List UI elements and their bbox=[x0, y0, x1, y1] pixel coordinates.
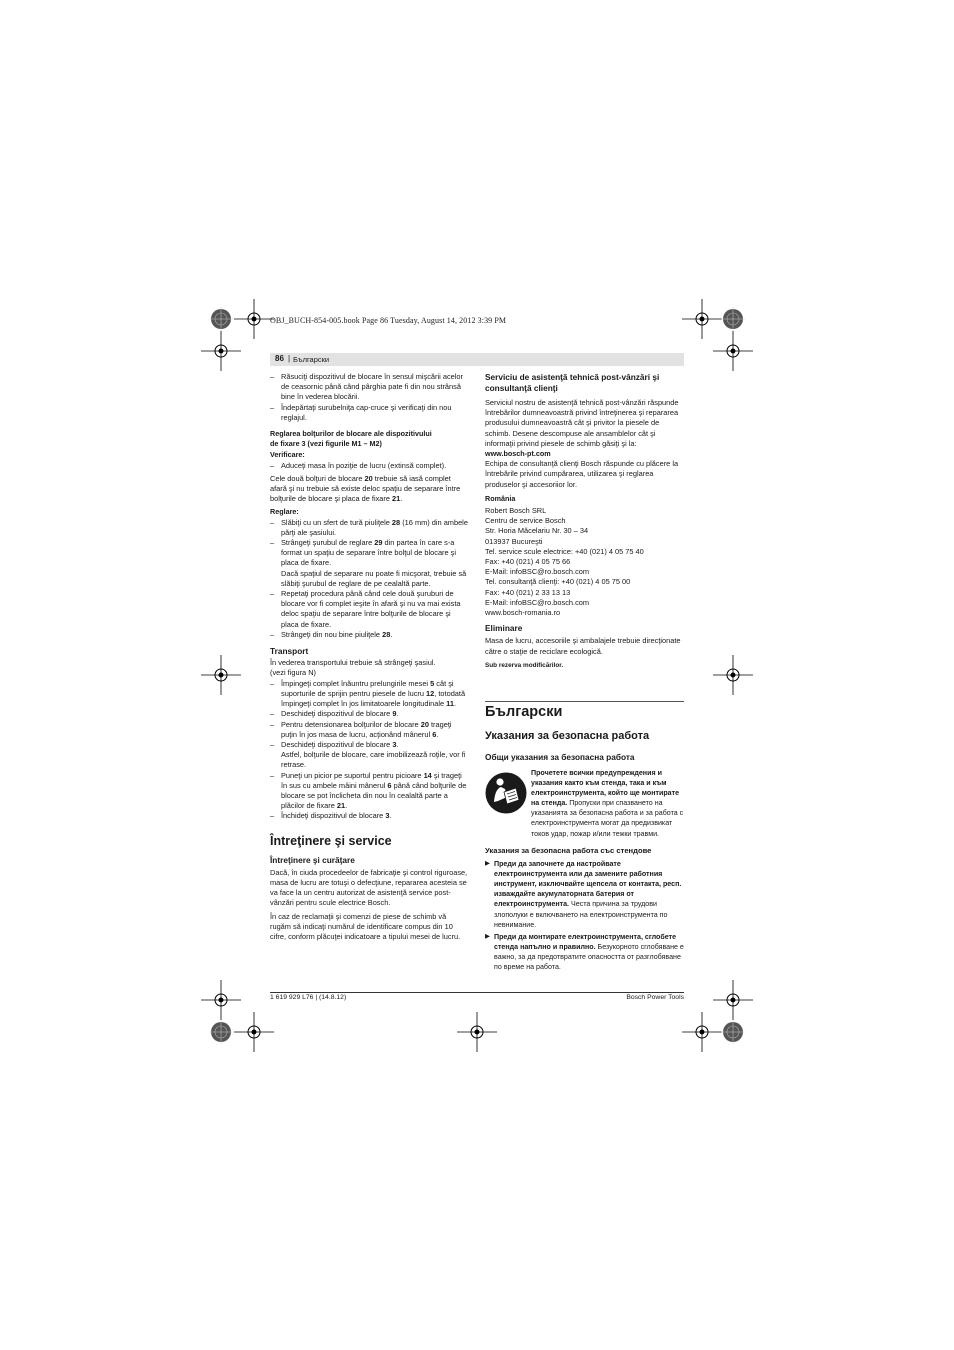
country-label: România bbox=[485, 493, 516, 503]
crosshair-mark-icon bbox=[201, 655, 241, 695]
verify-label: Verificare: bbox=[270, 450, 305, 460]
list-item: – Repetaţi procedura până când cele două şuruburi de blocare vor fi complet ieşite în afară şi nu va mai exista deloc spaţiu de separare între bolţurile de blocare şi placa de fixare. bbox=[270, 589, 461, 629]
footer-brand: Bosch Power Tools bbox=[626, 994, 684, 1001]
address-line: Fax: +40 (021) 4 05 75 66 bbox=[485, 557, 571, 567]
list-item: – Strângeţi şurubul de reglare 29 din partea în care s-a format un spaţiu de separare între bolţul de blocare şi placa de fixare. Dacă spaţiul de separare nu poate fi micşorat, trebuie să slăbiţi şurubul de reglare de pe cealaltă parte. bbox=[270, 538, 467, 588]
crosshair-mark-icon bbox=[457, 1012, 497, 1052]
right-column bbox=[485, 372, 684, 671]
page-number: 86 bbox=[275, 354, 284, 363]
header-separator: | bbox=[288, 354, 291, 363]
reglare-label: Reglare: bbox=[270, 507, 299, 517]
list-item: – Îndepărtaţi surubelniţa cap-cruce şi verificaţi din nou reglajul. bbox=[270, 402, 452, 422]
section-divider bbox=[485, 701, 684, 702]
crosshair-mark-icon bbox=[713, 655, 753, 695]
paragraph: Serviciul nostru de asistenţă tehnică post-vânzări răspunde întrebărilor dumneavoastră privind întreţinerea şi repararea produsului dumneavoastră cât şi privitor la piesele de schimb. Desene descompuse ale ansamblelor cât şi informaţii privind piesele de schimb găsiţi şi la: bbox=[485, 398, 679, 448]
chapter-title: Întreţinere şi service bbox=[270, 833, 392, 848]
list-item: ▶ Преди да монтирате електроинструмента, сглобете стенда напълно и правилно. Безукорното сглобяване е важно, за да предотвратите опасността от разглобяване по време на работа. bbox=[485, 932, 684, 972]
paragraph: În vederea transportului trebuie să strângeţi şasiul. bbox=[270, 658, 436, 668]
address-line: Fax: +40 (021) 2 33 13 13 bbox=[485, 587, 571, 597]
reserve-note: Sub rezerva modificărilor. bbox=[485, 661, 564, 669]
stand-safety bbox=[485, 846, 684, 972]
section-title: Serviciu de asistenţă tehnică post-vânzări şi consultanţă clienţi bbox=[485, 372, 660, 393]
general-warning bbox=[531, 768, 684, 839]
footer-rule bbox=[270, 992, 684, 993]
read-manual-icon bbox=[485, 772, 527, 814]
address-line: www.bosch-romania.ro bbox=[485, 608, 561, 618]
section-title: Eliminare bbox=[485, 623, 523, 634]
list-item: – Împingeţi complet înăuntru prelungirile mesei 5 cât şi suporturile de sprijin pentru piesele de lucru 12, totodată împingeţi complet în jos limitatoarele longitudinale 11. bbox=[270, 678, 466, 709]
section-subtitle: Reglarea bolţurilor de blocare ale dispozitivului bbox=[270, 429, 432, 439]
crosshair-mark-icon bbox=[234, 1012, 274, 1052]
chapter-title: Български bbox=[485, 704, 563, 720]
address-line: Str. Horia Măcelariu Nr. 30 – 34 bbox=[485, 526, 589, 536]
list-item: – Închideţi dispozitivul de blocare 3. bbox=[270, 811, 392, 821]
list-item: – Slăbiţi cu un sfert de tură piuliţele 28 (16 mm) din ambele părţi ale şasiului. bbox=[270, 517, 468, 537]
address-line: 013937 Bucureşti bbox=[485, 536, 543, 546]
address-line: Robert Bosch SRL bbox=[485, 506, 547, 516]
list-item: – Răsuciţi dispozitivul de blocare în sensul mişcării acelor de ceasornic până când pârghia pate fi din nou strânsă bine în vederea blocării. bbox=[270, 372, 463, 402]
section-subtitle: Общи указания за безопасна работа bbox=[485, 752, 635, 762]
address-line: Centru de service Bosch bbox=[485, 516, 566, 526]
registration-mark-icon bbox=[713, 1012, 753, 1052]
section-title: Întreţinere şi curăţare bbox=[270, 854, 355, 865]
service-url: www.bosch-pt.com bbox=[485, 449, 551, 459]
paragraph: Masa de lucru, accesoriile şi ambalajele trebuie direcţionate către o staţie de reciclare ecologică. bbox=[485, 636, 681, 656]
section-subtitle: de fixare 3 (vezi figurile M1 – M2) bbox=[270, 439, 382, 449]
address-line: Tel. service scule electrice: +40 (021) 4 05 75 40 bbox=[485, 546, 644, 556]
bulgarian-section bbox=[485, 703, 684, 762]
header-language: Български bbox=[293, 355, 330, 364]
list-item: – Puneţi un picior pe suportul pentru picioare 14 şi trageţi în sus cu ambele mâini mânerul 6 până când bolţurile de blocare se pot înclicheta din nou în cealaltă parte a plăcilor de fixare 21. bbox=[270, 770, 467, 811]
section-subtitle: Указания за безопасна работа със стендове bbox=[485, 846, 652, 855]
paragraph: Echipa de consultanţă clienţi Bosch răspunde cu plăcere la întrebările privind cumpărarea, utilizarea şi reglarea produselor şi accesoriior lor. bbox=[485, 459, 679, 489]
paragraph: În caz de reclamaţii şi comenzi de piese de schimb vă rugăm să indicaţi numărul de identificare compus din 10 cifre, conform plăcuţei indicatoare a tipului mesei de lucru. bbox=[270, 911, 461, 941]
list-item: – Deschideţi dispozitivul de blocare 3. Astfel, bolţurile de blocare, care imobilizează roţile, vor fi retrase. bbox=[270, 739, 466, 770]
section-title: Transport bbox=[270, 646, 309, 657]
paragraph: Dacă, în ciuda procedeelor de fabricaţie şi control riguroase, masa de lucru are totuşi o defecţiune, repararea acesteia se va face la un centru autorizat de asistenţă service post-vânzări pentru scule electrice Bosch. bbox=[270, 867, 468, 908]
address-line: E-Mail: infoBSC@ro.bosch.com bbox=[485, 597, 590, 607]
list-item: – Deschideţi dispozitivul de blocare 9. bbox=[270, 709, 399, 719]
list-item: ▶ Преди да започнете да настройвате електроинструмента или да замените работния инструмент, изключвайте щепсела от контакта, респ. изваждайте акумулаторната батерия от електроинструмента. Честа причина за трудови злополуки е включването на електроинструмента по невнимание. bbox=[485, 860, 682, 929]
crosshair-mark-icon bbox=[201, 331, 241, 371]
list-item: – Strângeţi din nou bine piuliţele 28. bbox=[270, 629, 393, 639]
print-slug: OBJ_BUCH-854-005.book Page 86 Tuesday, August 14, 2012 3:39 PM bbox=[270, 316, 507, 325]
list-item: – Pentru detensionarea bolţurilor de blocare 20 trageţi puţin în jos masa de lucru, acţionând mânerul 6. bbox=[270, 719, 452, 739]
paragraph: Cele două bolţuri de blocare 20 trebuie să iasă complet afară şi nu trebuie să existe deloc spaţiu de separare între bolţurile de blocare şi placa de fixare 21. bbox=[270, 473, 461, 504]
paragraph: (vezi figura N) bbox=[270, 668, 316, 678]
warning-paragraph: Прочетете всички предупреждения и указания както към стенда, така и към електроинструмента, който ще монтирате на стенда. Пропуски при спазването на указанията за безопасна работа и за работа с електроинструмента могат да предизвикат токов удар, пожар и/или тежки травми. bbox=[531, 769, 684, 838]
crosshair-mark-icon bbox=[713, 331, 753, 371]
page-header-bar bbox=[270, 353, 684, 366]
footer-doc-id: 1 619 929 L76 | (14.8.12) bbox=[270, 994, 347, 1001]
section-title: Указания за безопасна работа bbox=[485, 730, 650, 742]
list-item: – Aduceţi masa în poziţie de lucru (extinsă complet). bbox=[270, 460, 447, 470]
address-line: Tel. consultanţă clienţi: +40 (021) 4 05 75 00 bbox=[485, 577, 631, 587]
address-line: E-Mail: infoBSC@ro.bosch.com bbox=[485, 567, 590, 577]
left-column bbox=[270, 372, 469, 942]
